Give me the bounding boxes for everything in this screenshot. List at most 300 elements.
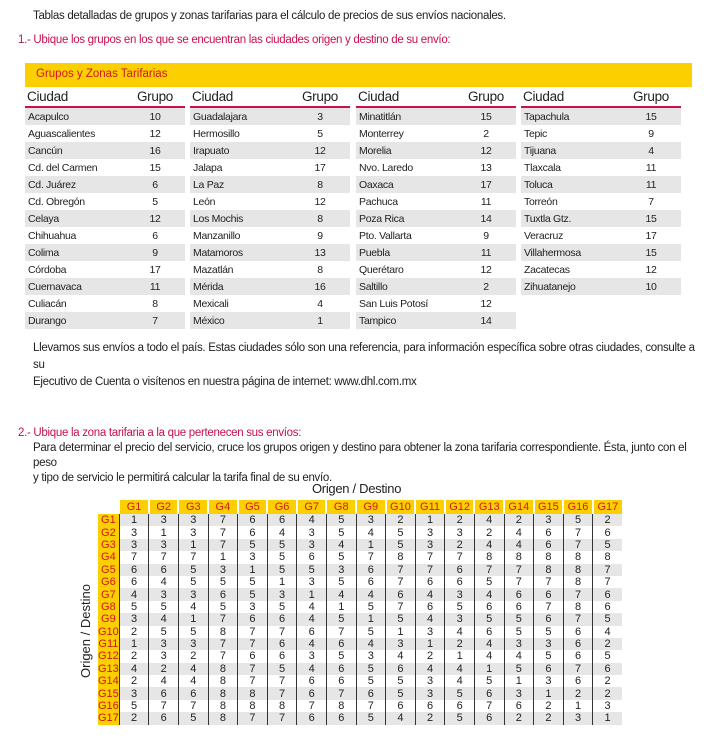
zone-cell: 8 [208, 700, 238, 712]
city-name: Oaxaca [359, 178, 394, 191]
matrix-row-header: G5 [98, 564, 119, 576]
zone-cell: 1 [267, 576, 297, 588]
zone-cell: 6 [326, 675, 356, 687]
city-name: Jalapa [193, 161, 223, 174]
city-name: La Paz [193, 178, 224, 191]
zone-cell: 2 [534, 700, 564, 712]
group-header [521, 89, 681, 108]
zone-cell: 3 [415, 687, 445, 699]
city-group: 14 [480, 314, 492, 327]
city-group: 12 [480, 144, 492, 157]
matrix-row [98, 638, 622, 650]
zone-cell: 1 [238, 564, 268, 576]
zone-cell: 3 [356, 514, 386, 526]
matrix-col-header: G14 [504, 500, 534, 514]
zone-cell: 7 [267, 712, 297, 724]
matrix-col-header: G7 [297, 500, 327, 514]
zone-cell: 6 [267, 613, 297, 625]
city-group: 4 [317, 297, 323, 310]
table-title: Grupos y Zonas Tarifarias [36, 68, 168, 80]
note-text [33, 340, 704, 391]
group-header-label: Grupo [467, 89, 505, 104]
city-row [521, 159, 681, 176]
city-name: Cd. del Carmen [28, 161, 98, 174]
zone-cell: 7 [149, 700, 179, 712]
zone-cell: 1 [356, 539, 386, 551]
zone-cell: 5 [386, 526, 416, 538]
group-column [25, 89, 185, 329]
zone-cell: 7 [474, 564, 504, 576]
city-row [521, 227, 681, 244]
zone-cell: 4 [356, 526, 386, 538]
zone-cell: 5 [178, 564, 208, 576]
zone-cell: 4 [445, 675, 475, 687]
zone-cell: 3 [445, 588, 475, 600]
zone-cell: 1 [149, 526, 179, 538]
zone-cell: 4 [474, 588, 504, 600]
zone-cell: 6 [238, 650, 268, 662]
zone-cell: 8 [208, 675, 238, 687]
city-row [356, 159, 516, 176]
matrix-row-header: G15 [98, 687, 119, 700]
zone-cell: 8 [267, 700, 297, 712]
city-name: Tapachula [524, 110, 570, 123]
city-group: 11 [480, 195, 492, 208]
city-row [25, 142, 185, 159]
zone-cell: 5 [563, 514, 593, 526]
zone-cell: 7 [386, 576, 416, 588]
zone-cell: 5 [534, 650, 564, 662]
matrix-row [98, 539, 622, 551]
city-group: 9 [152, 246, 158, 259]
zone-cell: 4 [326, 539, 356, 551]
zone-cell: 8 [326, 700, 356, 712]
zone-cell: 3 [178, 514, 208, 526]
city-name: Aguascalientes [28, 127, 96, 140]
matrix-row [98, 564, 622, 576]
city-name: Durango [28, 314, 67, 327]
matrix-row-header: G11 [98, 638, 119, 651]
zone-cell: 5 [208, 601, 238, 613]
city-name: Cancún [28, 144, 63, 157]
zone-cell: 7 [415, 564, 445, 576]
zone-cell: 7 [238, 663, 268, 675]
zone-cell: 6 [593, 526, 622, 538]
zone-cell: 3 [238, 601, 268, 613]
zone-cell: 7 [267, 687, 297, 699]
city-name: Zacatecas [524, 263, 570, 276]
city-name: Nvo. Laredo [359, 161, 413, 174]
matrix-row-header: G4 [98, 551, 119, 563]
zone-cell: 7 [208, 539, 238, 551]
city-group: 11 [645, 161, 657, 174]
matrix-row-header: G16 [98, 700, 119, 713]
city-row [25, 176, 185, 193]
zone-cell: 7 [593, 564, 622, 576]
zone-cell: 7 [356, 551, 386, 563]
zone-cell: 3 [415, 526, 445, 538]
city-group: 11 [645, 178, 657, 191]
zone-cell: 4 [386, 712, 416, 724]
zone-cell: 7 [208, 638, 238, 650]
city-row [356, 210, 516, 227]
city-group: 7 [152, 314, 158, 327]
zone-cell: 5 [326, 514, 356, 526]
zone-cell: 4 [356, 588, 386, 600]
matrix-row-header: G17 [98, 712, 119, 725]
zone-cell: 4 [445, 626, 475, 638]
zone-cell: 8 [563, 601, 593, 613]
zone-cell: 5 [593, 650, 622, 662]
zone-cell: 2 [504, 514, 534, 526]
zone-cell: 5 [445, 601, 475, 613]
zone-cell: 1 [178, 539, 208, 551]
city-row [521, 176, 681, 193]
city-group: 8 [152, 297, 158, 310]
zone-cell: 8 [208, 687, 238, 699]
city-group: 17 [149, 263, 161, 276]
zone-cell: 5 [178, 626, 208, 638]
zone-cell: 3 [504, 687, 534, 699]
city-group: 10 [645, 280, 657, 293]
zone-cell: 6 [386, 663, 416, 675]
city-name: Guadalajara [193, 110, 247, 123]
city-group: 9 [483, 229, 489, 242]
city-row [25, 125, 185, 142]
zone-cell: 6 [326, 638, 356, 650]
zone-cell: 6 [504, 700, 534, 712]
zone-cell: 8 [593, 551, 622, 563]
zone-cell: 2 [415, 650, 445, 662]
matrix-row-header: G6 [98, 576, 119, 588]
matrix-row [98, 526, 622, 538]
zone-cell: 3 [415, 539, 445, 551]
zone-cell: 5 [386, 539, 416, 551]
zone-cell: 4 [178, 601, 208, 613]
zone-cell: 4 [415, 588, 445, 600]
city-row [356, 108, 516, 125]
city-name: Celaya [28, 212, 59, 225]
city-name: Hermosillo [193, 127, 240, 140]
zone-cell: 4 [386, 650, 416, 662]
zone-cell: 2 [593, 687, 622, 699]
zone-cell: 5 [326, 551, 356, 563]
zone-cell: 4 [504, 539, 534, 551]
city-group: 6 [152, 178, 158, 191]
city-group: 12 [149, 212, 161, 225]
city-name: Poza Rica [359, 212, 405, 225]
zone-cell: 7 [563, 663, 593, 675]
city-name: Acapulco [28, 110, 69, 123]
city-row [190, 125, 350, 142]
zone-cell: 3 [208, 564, 238, 576]
zone-cell: 4 [474, 514, 504, 526]
zone-cell: 6 [119, 576, 149, 588]
zone-cell: 7 [208, 526, 238, 538]
city-row [190, 278, 350, 295]
city-name: Tuxtla Gtz. [524, 212, 572, 225]
city-row [356, 312, 516, 329]
matrix-col-header: G1 [119, 500, 149, 514]
zone-cell: 6 [593, 601, 622, 613]
city-header: Ciudad [523, 89, 564, 104]
zone-cell: 1 [356, 613, 386, 625]
city-name: Villahermosa [524, 246, 581, 259]
city-name: Mazatlán [193, 263, 234, 276]
city-group: 10 [149, 110, 161, 123]
zone-cell: 1 [119, 638, 149, 650]
zone-cell: 6 [474, 712, 504, 724]
matrix-row-header: G1 [98, 514, 119, 526]
zone-cell: 5 [386, 687, 416, 699]
matrix-col-header: G15 [534, 500, 564, 514]
zone-cell: 1 [415, 514, 445, 526]
city-name: Irapuato [193, 144, 230, 157]
zone-cell: 1 [178, 613, 208, 625]
zone-cell: 7 [208, 514, 238, 526]
matrix-row [98, 551, 622, 563]
city-group: 15 [480, 110, 492, 123]
city-row [190, 176, 350, 193]
city-name: Tampico [359, 314, 396, 327]
zone-cell: 2 [386, 514, 416, 526]
zone-cell: 7 [178, 700, 208, 712]
zone-cell: 3 [297, 526, 327, 538]
group-column [190, 89, 350, 329]
matrix-row [98, 588, 622, 600]
city-row [190, 108, 350, 125]
zone-cell: 2 [119, 675, 149, 687]
matrix-col-header: G6 [267, 500, 297, 514]
zone-cell: 2 [119, 650, 149, 662]
zone-cell: 7 [208, 650, 238, 662]
zone-cell: 7 [386, 601, 416, 613]
zone-cell: 8 [208, 712, 238, 724]
zone-cell: 5 [326, 650, 356, 662]
zone-cell: 4 [356, 638, 386, 650]
zone-cell: 4 [504, 650, 534, 662]
city-name: Tijuana [524, 144, 556, 157]
zone-cell: 5 [474, 675, 504, 687]
zone-cell: 4 [178, 663, 208, 675]
city-name: Manzanillo [193, 229, 241, 242]
matrix-row-header: G10 [98, 625, 119, 638]
zone-cell: 1 [415, 638, 445, 650]
zone-cell: 5 [356, 663, 386, 675]
city-name: Veracruz [524, 229, 564, 242]
zone-cell: 3 [445, 613, 475, 625]
zone-cell: 3 [149, 539, 179, 551]
zone-cell: 6 [238, 514, 268, 526]
zone-cell: 3 [534, 638, 564, 650]
zone-cell: 6 [563, 626, 593, 638]
matrix-row-header: G7 [98, 588, 119, 600]
city-group: 11 [480, 246, 492, 259]
matrix-title: Origen / Destino [312, 481, 402, 496]
zone-cell: 4 [326, 588, 356, 600]
zone-cell: 3 [149, 638, 179, 650]
zone-cell: 2 [593, 514, 622, 526]
city-row [356, 261, 516, 278]
city-row [25, 312, 185, 329]
zone-cell: 8 [534, 551, 564, 563]
zone-cell: 5 [267, 564, 297, 576]
matrix-row-header: G12 [98, 650, 119, 663]
matrix-row [98, 514, 622, 526]
zone-cell: 2 [563, 687, 593, 699]
zone-cell: 4 [474, 638, 504, 650]
zone-cell: 3 [563, 712, 593, 724]
zone-cell: 7 [238, 712, 268, 724]
city-group: 12 [149, 127, 161, 140]
zone-cell: 6 [386, 588, 416, 600]
zone-cell: 7 [238, 626, 268, 638]
zone-cell: 6 [534, 526, 564, 538]
city-group: 7 [648, 195, 654, 208]
zone-cell: 3 [149, 588, 179, 600]
zone-cell: 4 [297, 663, 327, 675]
city-row [521, 210, 681, 227]
matrix-row [98, 576, 622, 588]
city-row [25, 193, 185, 210]
zone-cell: 6 [534, 539, 564, 551]
matrix-row [98, 601, 622, 613]
matrix-col-header: G2 [149, 500, 179, 514]
zone-cell: 4 [445, 663, 475, 675]
zone-cell: 8 [563, 564, 593, 576]
city-row [190, 244, 350, 261]
city-name: Matamoros [193, 246, 243, 259]
city-name: Puebla [359, 246, 390, 259]
city-group: 4 [648, 144, 654, 157]
zone-cell: 5 [445, 687, 475, 699]
zone-cell: 5 [504, 626, 534, 638]
zone-cell: 4 [178, 675, 208, 687]
zone-cell: 6 [593, 663, 622, 675]
city-group: 8 [317, 263, 323, 276]
zone-cell: 7 [267, 626, 297, 638]
zone-cell: 5 [178, 576, 208, 588]
zone-cell: 7 [534, 576, 564, 588]
zone-cell: 7 [238, 675, 268, 687]
zone-cell: 5 [119, 601, 149, 613]
zone-cell: 5 [593, 613, 622, 625]
city-name: Mexicali [193, 297, 229, 310]
city-row [521, 142, 681, 159]
city-group: 11 [149, 280, 161, 293]
zone-cell: 1 [504, 675, 534, 687]
city-group: 13 [480, 161, 492, 174]
city-name: Cd. Juárez [28, 178, 76, 191]
zone-cell: 6 [534, 663, 564, 675]
zone-cell: 3 [326, 564, 356, 576]
group-column [521, 89, 681, 295]
zone-cell: 4 [474, 650, 504, 662]
zone-cell: 6 [267, 650, 297, 662]
zone-cell: 7 [415, 551, 445, 563]
zone-cell: 3 [593, 700, 622, 712]
city-row [25, 295, 185, 312]
city-row [356, 278, 516, 295]
matrix-col-header: G3 [178, 500, 208, 514]
zone-cell: 4 [297, 514, 327, 526]
zone-cell: 4 [149, 675, 179, 687]
matrix-row-header: G9 [98, 613, 119, 625]
zone-cell: 2 [149, 663, 179, 675]
zone-cell: 8 [386, 551, 416, 563]
zone-cell: 5 [297, 564, 327, 576]
zone-cell: 7 [238, 638, 268, 650]
zone-cell: 8 [474, 551, 504, 563]
city-name: Tepic [524, 127, 548, 140]
zone-cell: 7 [445, 551, 475, 563]
zone-cell: 6 [563, 638, 593, 650]
zone-cell: 1 [119, 514, 149, 526]
zone-matrix [98, 500, 622, 725]
city-name: Querétaro [359, 263, 404, 276]
zone-cell: 6 [356, 687, 386, 699]
zone-cell: 6 [474, 601, 504, 613]
zone-cell: 6 [326, 663, 356, 675]
city-group: 14 [480, 212, 492, 225]
zone-cell: 2 [474, 526, 504, 538]
city-name: Monterrey [359, 127, 404, 140]
city-name: Cuernavaca [28, 280, 82, 293]
city-group: 5 [152, 195, 158, 208]
city-name: Culiacán [28, 297, 67, 310]
zone-cell: 6 [238, 613, 268, 625]
zone-cell: 6 [504, 601, 534, 613]
matrix-row-header: G3 [98, 539, 119, 551]
zone-cell: 4 [415, 663, 445, 675]
zone-cell: 7 [563, 613, 593, 625]
matrix-col-header: G12 [445, 500, 475, 514]
matrix-col-header: G8 [326, 500, 356, 514]
zone-cell: 1 [563, 700, 593, 712]
zone-cell: 1 [445, 650, 475, 662]
zone-cell: 6 [563, 675, 593, 687]
zone-cell: 1 [326, 601, 356, 613]
city-row [356, 244, 516, 261]
zone-cell: 3 [534, 514, 564, 526]
city-group: 17 [314, 161, 326, 174]
city-row [521, 108, 681, 125]
matrix-row [98, 712, 622, 724]
city-group: 8 [317, 212, 323, 225]
zone-cell: 6 [386, 700, 416, 712]
zone-cell: 4 [297, 638, 327, 650]
zone-cell: 5 [267, 551, 297, 563]
zone-cell: 5 [267, 539, 297, 551]
city-row [25, 210, 185, 227]
zone-cell: 3 [119, 526, 149, 538]
city-name: Colima [28, 246, 59, 259]
zone-cell: 5 [474, 613, 504, 625]
city-name: Tlaxcala [524, 161, 561, 174]
zone-cell: 7 [504, 564, 534, 576]
zone-cell: 6 [445, 576, 475, 588]
zone-cell: 3 [119, 539, 149, 551]
zone-cell: 6 [326, 712, 356, 724]
zone-cell: 6 [563, 650, 593, 662]
zone-cell: 5 [178, 712, 208, 724]
zone-cell: 6 [356, 576, 386, 588]
zone-cell: 4 [149, 576, 179, 588]
zone-cell: 3 [297, 650, 327, 662]
city-group: 15 [645, 110, 657, 123]
step2-line2: y tipo de servicio le permitirá calcular la tarifa final de su envío. [33, 472, 332, 484]
zone-cell: 5 [356, 626, 386, 638]
